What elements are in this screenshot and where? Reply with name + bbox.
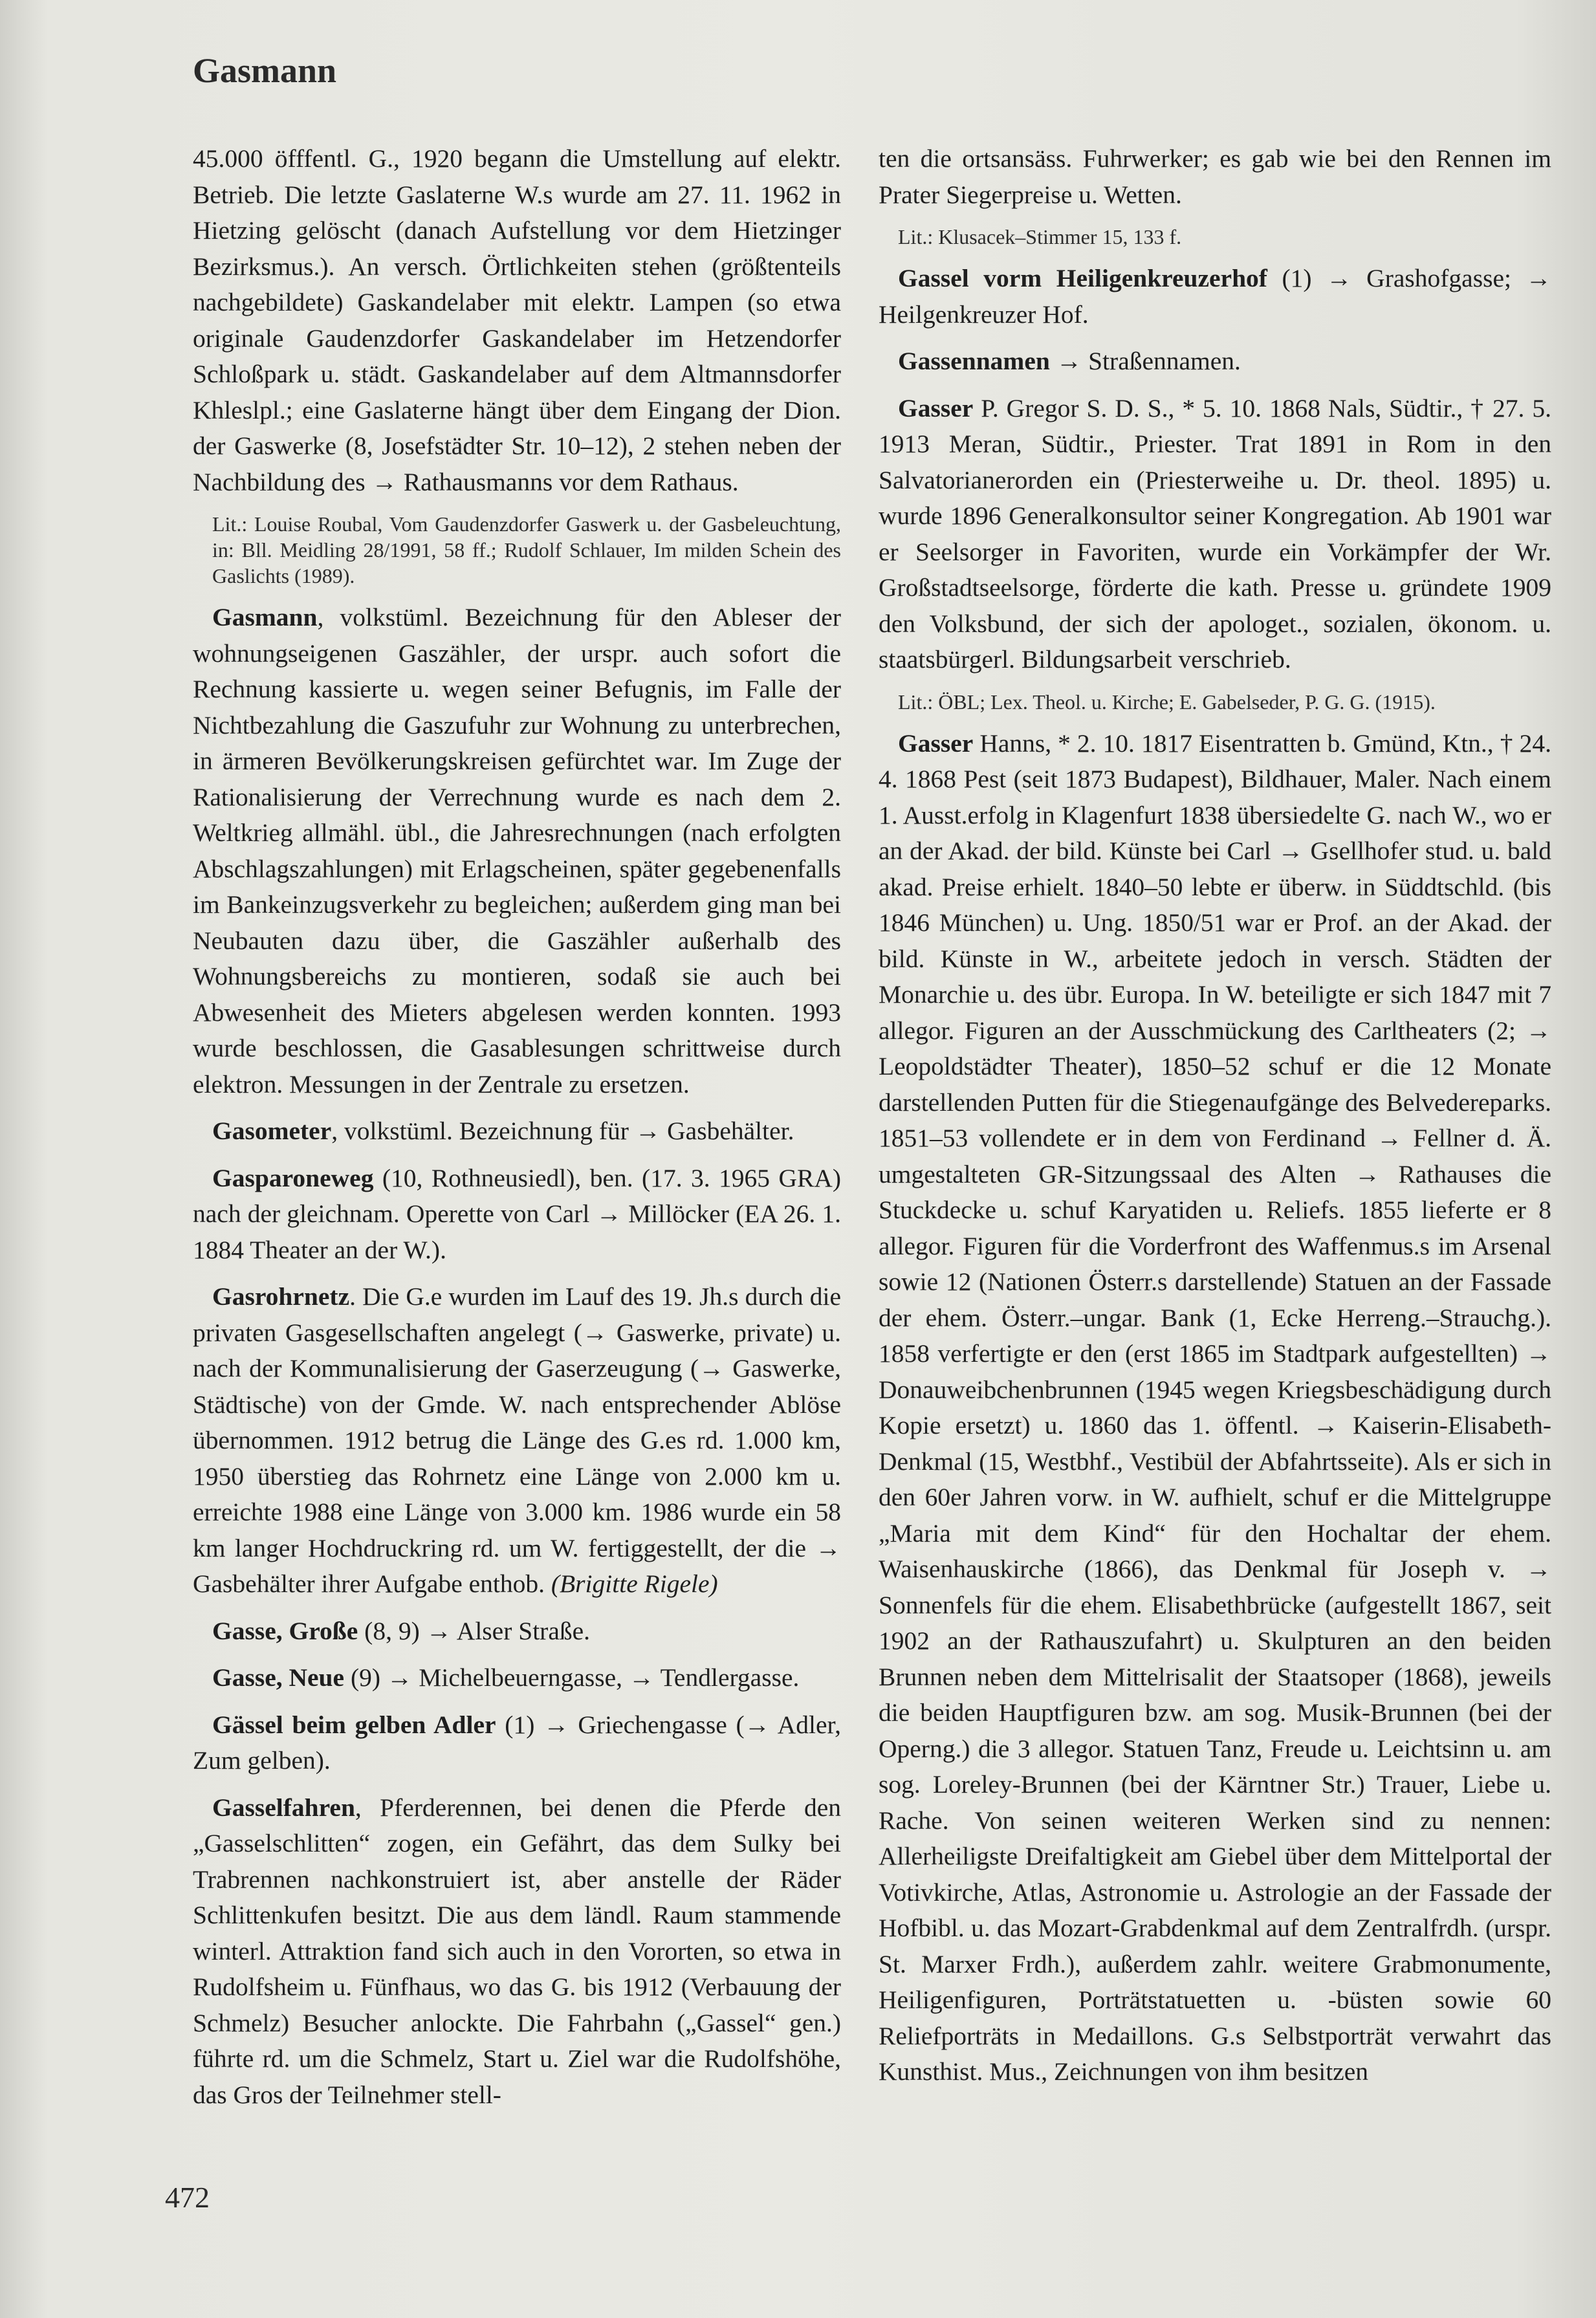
entry-keyword: Gasse, Neue xyxy=(212,1663,345,1692)
entry-text: , volkstüml. Bezeichnung für den Ableser der wohnungseigenen Gaszähler, der urspr. auch sofort die Rechnung kassierte u. wegen seiner Befugnis, im Falle der Nichtbezahlung die Gaszufuhr zur Wohnung zu unterbrechen, in ärmeren Bevölkerungskreisen gefürchtet war. Im Zuge der Rationalisierung der Verrechnung wurde es nach dem 2. Weltkrieg allmähl. übl., die Jahresrechnungen (nach erfolgten Abschlagszahlungen) mit Erlagscheinen, später gegebenenfalls im Bankeinzugsverkehr zu begleichen; außerdem ging man bei Neubauten dazu über, die Gaszähler außerhalb des Wohnungsbereichs zu montieren, sodaß sie auch bei Abwesenheit des Mieters abgelesen werden konnten. 1993 wurde beschlossen, die Gasablesungen schrittweise durch elektron. Messungen in der Zentrale zu ersetzen. xyxy=(193,603,841,1099)
entry-text: . Die G.e wurden im Lauf des 19. Jh.s durch die privaten Gasgesellschaften angelegt (→ Gaswerke, private) u. nach der Kommunalisierung der Gaserzeugung (→ Gaswerke, Städtische) von der Gmde. W. nach entsprechender Ablöse übernommen. 1912 betrug die Länge des G.es rd. 1.000 km, 1950 überstieg das Rohrnetz eine Länge von 2.000 km u. erreichte 1988 eine Länge von 3.000 km. 1986 wurde ein 58 km langer Hochdruckring rd. um W. fertiggestellt, der die → Gasbehälter ihrer Aufgabe enthob. xyxy=(193,1282,841,1598)
entry-keyword: Gassennamen xyxy=(898,347,1050,375)
entry-keyword: Gasser xyxy=(898,728,974,758)
entry-text: , volkstüml. Bezeichnung für → Gasbehälter. xyxy=(331,1117,794,1145)
entry-text: (1) → Griechengasse (→ Adler, Zum gelben). xyxy=(193,1710,841,1775)
entry-gasser-gregor xyxy=(879,391,1551,678)
entry-text: (8, 9) → Alser Straße. xyxy=(358,1616,591,1645)
literature-note: Lit.: ÖBL; Lex. Theol. u. Kirche; E. Gabelseder, P. G. G. (1915). xyxy=(898,690,1436,714)
entry-text: Hanns, * 2. 10. 1817 Eisentratten b. Gmünd, Ktn., † 24. 4. 1868 Pest (seit 1873 Budapest), Bildhauer, Maler. Nach einem 1. Ausst.erfolg in Klagenfurt 1838 übersiedelte G. nach W., wo er an der Akad. der bild. Künste bei Carl → Gsellhofer stud. u. bald akad. Preise erhielt. 1840–50 lebte er überw. in Süddtschld. (bis 1846 München) u. Ung. 1850/51 war er Prof. an der Akad. der bild. Künste in W., arbeitete jedoch in versch. Städten der Monarchie u. des übr. Europa. In W. beteiligte er sich 1847 mit 7 allegor. Figuren an der Ausschmückung des Carltheaters (2; → Leopoldstädter Theater), 1850–52 schuf er die 12 Monate darstellenden Putten für die Stiegenaufgänge des Belvedereparks. 1851–53 vollendete er in dem von Ferdinand → Fellner d. Ä. umgestalteten GR-Sitzungssaal des Alten → Rathauses die Stuckdecke u. schuf Karyatiden u. Reliefs. 1855 lieferte er 8 allegor. Figuren für die Vorderfront des Waffenmus.s im Arsenal sowie 12 (Nationen Österr.s darstellende) Statuen an der Fassade der ehem. Österr.–ungar. Bank (1, Ecke Herreng.–Strauchg.). 1858 verfertigte er den (erst 1865 im Stadtpark aufgestellten) → Donauweibchenbrunnen (1945 wegen Kriegsbeschädigung durch Kopie ersetzt) u. 1860 das 1. öffentl. → Kaiserin-Elisabeth-Denkmal (15, Westbhf., Vestibül der Abfahrtsseite). Als er sich in den 60er Jahren vorw. in W. aufhielt, schuf er die Mittelgruppe „Maria mit dem Kind“ für den Hochaltar der ehem. Waisenhauskirche (1866), das Denkmal für Joseph v. → Sonnenfels für die ehem. Elisabethbrücke (aufgestellt 1867, seit 1902 an der Rathauszufahrt) u. Skulpturen an den beiden Brunnen neben dem Mittelrisalit der Staatsoper (1868), jeweils die beiden Hauptfiguren bzw. am sog. Musik-Brunnen (bei der Operng.) die 3 allegor. Statuen Tanz, Freude u. Leichtsinn u. am sog. Loreley-Brunnen (bei der Kärntner Str.) Trauer, Liebe u. Rache. Von seinen weiteren Werken sind zu nennen: Allerheiligste Dreifaltigkeit am Giebel über dem Mittelportal der Votivkirche, Atlas, Astronomie u. Astrologie an der Fassade der Hofbibl. u. das Mozart-Grabdenkmal auf dem Zentralfrdh. (urspr. St. Marxer Frdh.), außerdem zahlr. weitere Grabmonumente, Heiligenfiguren, Porträtstatuetten u. -büsten sowie 60 Reliefporträts in Medaillons. G.s Selbstporträt verwahrt das Kunsthist. Mus., Zeichnungen von ihm besitzen xyxy=(879,728,1551,2086)
entry-text: (9) → Michelbeuerngasse, → Tendlergasse. xyxy=(344,1663,800,1692)
entry-text: P. Gregor S. D. S., * 5. 10. 1868 Nals, Südtir., † 27. 5. 1913 Meran, Südtir., Priester. Trat 1891 in Rom in den Salvatorianerorden ein (Priesterweihe u. Dr. theol. 1895) u. wurde 1896 Generalkonsultor seiner Kongregation. Ab 1901 war er Seelsorger in Favoriten, wurde ein Vorkämpfer der Wr. Großstadtseelsorge, förderte die kath. Presse u. gründete 1909 den Volksbund, der sich der apologet., sozialen, ökonom. u. staatsbürgerl. Bildungsarbeit verschrieb. xyxy=(879,393,1551,673)
page-number: 472 xyxy=(165,2181,210,2214)
entry-text: (10, Rothneusiedl), ben. (17. 3. 1965 GRA) nach der gleichnam. Operette von Carl → Millöcker (EA 26. 1. 1884 Theater an der W.). xyxy=(193,1163,841,1264)
entry-gassel-vorm xyxy=(879,261,1551,333)
entry-gasometer xyxy=(193,1113,841,1150)
entry-keyword: Gasmann xyxy=(212,603,318,631)
entry-keyword: Gässel beim gelben Adler xyxy=(212,1710,496,1739)
entry-gasmann xyxy=(193,600,841,1102)
entry-text: → Straßennamen. xyxy=(1049,347,1241,375)
entry-keyword: Gasselfahren xyxy=(212,1793,355,1822)
entry-keyword: Gasser xyxy=(898,393,974,422)
entry-keyword: Gasrohrnetz xyxy=(212,1282,350,1311)
entry-keyword: Gasometer xyxy=(212,1117,332,1145)
entry-keyword: Gasparoneweg xyxy=(212,1163,374,1192)
entry-gasselfahren xyxy=(193,1790,841,2114)
entry-gassennamen xyxy=(879,344,1551,380)
entry-author: (Brigitte Rigele) xyxy=(551,1569,718,1598)
entry-keyword: Gasse, Große xyxy=(212,1616,358,1645)
entry-gasse-grosse xyxy=(193,1613,841,1650)
left-column xyxy=(193,141,841,2124)
literature-note: Lit.: Louise Roubal, Vom Gaudenzdorfer Gaswerk u. der Gasbeleuchtung, in: Bll. Meidling 28/1991, 58 ff.; Rudolf Schlauer, Im milden Schein des Gaslichts (1989). xyxy=(212,512,841,587)
entry-keyword: Gassel vorm Heiligenkreuzerhof xyxy=(898,264,1267,292)
running-header: Gasmann xyxy=(193,51,337,90)
entry-gaessel xyxy=(193,1707,841,1779)
entry-gasparoneweg xyxy=(193,1161,841,1269)
entry-gasrohrnetz xyxy=(193,1279,841,1602)
entry-continuation: ten die ortsansäss. Fuhrwerker; es gab wie bei den Rennen im Prater Siegerpreise u. Wetten. xyxy=(879,144,1551,209)
entry-text: (1) → Grashofgasse; → Heilgenkreuzer Hof. xyxy=(879,264,1551,329)
entry-continuation: 45.000 öfffentl. G., 1920 begann die Umstellung auf elektr. Betrieb. Die letzte Gaslaterne W.s wurde am 27. 11. 1962 in Hietzing gelöscht (danach Aufstellung vor dem Hietzinger Bezirksmus.). An versch. Örtlichkeiten stehen (größtenteils nachgebildete) Gaskandelaber mit elektr. Lampen (so etwa originale Gaudenzdorfer Gaskandelaber im Hetzendorfer Schloßpark u. städt. Gaskandelaber auf dem Altmannsdorfer Khleslpl.; eine Gaslaterne hängt über dem Eingang der Dion. der Gaswerke (8, Josefstädter Str. 10–12), 2 stehen neben der Nachbildung des → Rathausmanns vor dem Rathaus. xyxy=(193,144,841,496)
entry-text: , Pferderennen, bei denen die Pferde den „Gasselschlitten“ zogen, ein Gefährt, das dem Sulky bei Trabrennen nachkonstruiert ist, aber anstelle der Räder Schlittenkufen besitzt. Die aus dem ländl. Raum stammende winterl. Attraktion fand sich auch in den Vororten, so etwa in Rudolfsheim u. Fünfhaus, wo das G. bis 1912 (Verbauung der Schmelz) Besucher anlockte. Die Fahrbahn („Gassel“ gen.) führte rd. um die Schmelz, Start u. Ziel war die Rudolfshöhe, das Gros der Teilnehmer stell- xyxy=(193,1793,841,2109)
literature-note: Lit.: Klusacek–Stimmer 15, 133 f. xyxy=(898,225,1182,248)
right-column xyxy=(879,141,1551,2101)
entry-gasse-neue xyxy=(193,1660,841,1696)
entry-gasser-hanns xyxy=(879,726,1551,2090)
